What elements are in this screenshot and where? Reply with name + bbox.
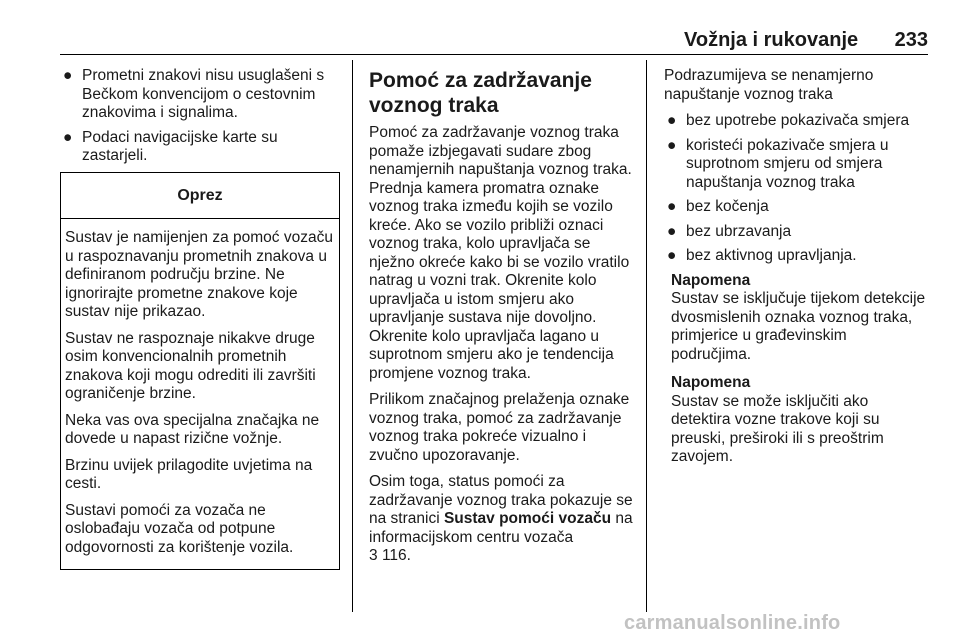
header-rule [60,54,928,55]
list-item: ● bez aktivnog upravljanja. [667,247,857,264]
body-paragraph: Osim toga, status pomoći za zadržavanje voznog traka pokazuje se na stranici Sustav pomoći vozaču na informacijskom centru vozača 3 116. [369,473,633,564]
list-item: ● bez ubrzavanja [667,222,792,240]
note-title: Napomena [671,374,751,391]
list-item: ● bez upotrebe pokazivača smjera [667,112,910,129]
note-block [664,272,928,365]
page-reference: 116. [381,547,411,564]
caution-title: Oprez [61,173,339,220]
bullet-icon: ● [667,136,677,154]
bullet-icon: ● [667,247,677,264]
note-title: Napomena [671,271,751,289]
caution-paragraph: Sustav ne raspoznaje nikakve druge osim konvencionalnih prometnih znakova koji mogu odrediti ili završiti ograničenje brzine. [65,329,316,402]
column-divider-1 [352,60,353,612]
page-number: 233 [894,28,928,51]
list-item: ● Podaci navigacijske karte su zastarjeli. [63,128,278,164]
menu-reference: Sustav pomoći vozaču [443,510,612,527]
caution-paragraph: Neka vas ova specijalna značajka ne dovede u napast rizične vožnje. [65,411,320,447]
bullet-icon: ● [63,67,73,84]
body-paragraph: Pomoć za zadržavanje voznog traka pomaže izbjegavati sudare zbog nenamjernih napuštanja voznog traka. Prednja kamera promatra oznake voznog traka između kojih se vozilo kreće. Ako se vozilo približi oznaci voznog traka, kolo upravljača se nježno okreće kako bi se vozilo vratilo natrag u vozni trak. Okrenite kolo upravljača u istom smjeru ako upravljanje sustava nije dovoljno. Okrenite kolo upravljača lagano u suprotnom smjeru ako je tendencija promjene voznog traka. [369,124,632,382]
page-header [684,27,928,53]
caution-body [61,219,339,569]
bullet-icon: ● [667,222,677,240]
note-text: Sustav se može isključiti ako detektira vozne trakove koji su preuski, preširoki ili s preoštrim zavojem. [671,392,884,465]
page-ref-arrow-icon: 3 [369,547,378,564]
body-paragraph: Prilikom značajnog prelaženja oznake voznog traka, pomoć za zadržavanje voznog traka pokreće vizualno i zvučno upozoravanje. [369,391,630,464]
intro-paragraph: Podrazumijeva se nenamjerno napuštanje voznog traka [664,67,874,103]
note-text: Sustav se isključuje tijekom detekcije dvosmislenih oznaka voznog traka, primjerice u građevinskim područjima. [671,290,926,363]
bullet-icon: ● [667,112,677,129]
right-column [664,67,928,477]
note-block [664,374,928,467]
section-title: Pomoć za zadržavanje voznog traka [369,69,592,117]
middle-column [369,62,635,574]
list-item: ● bez kočenja [667,198,769,215]
caution-box [60,172,340,571]
column-divider-2 [646,60,647,612]
caution-paragraph: Brzinu uvijek prilagodite uvjetima na cesti. [65,456,313,492]
bullet-icon: ● [667,198,677,215]
list-item: ● koristeći pokazivače smjera u suprotnom smjeru od smjera napuštanja voznog traka [667,136,889,191]
list-item: ● Prometni znakovi nisu usuglašeni s Bečkom konvencijom o cestovnim znakovima i signalima. [63,67,325,121]
chapter-title: Vožnja i rukovanje [684,28,859,51]
left-column [60,67,340,570]
caution-paragraph: Sustavi pomoći za vozača ne oslobađaju vozača od potpune odgovornosti za korištenje vozila. [65,501,294,556]
caution-paragraph: Sustav je namijenjen za pomoć vozaču u raspoznavanju prometnih znakova u definiranom području brzine. Ne ignorirajte prometne znakove koje sustav nije prikazao. [65,229,333,320]
bullet-icon: ● [63,128,73,146]
watermark: carmanualsonline.info [624,612,841,634]
